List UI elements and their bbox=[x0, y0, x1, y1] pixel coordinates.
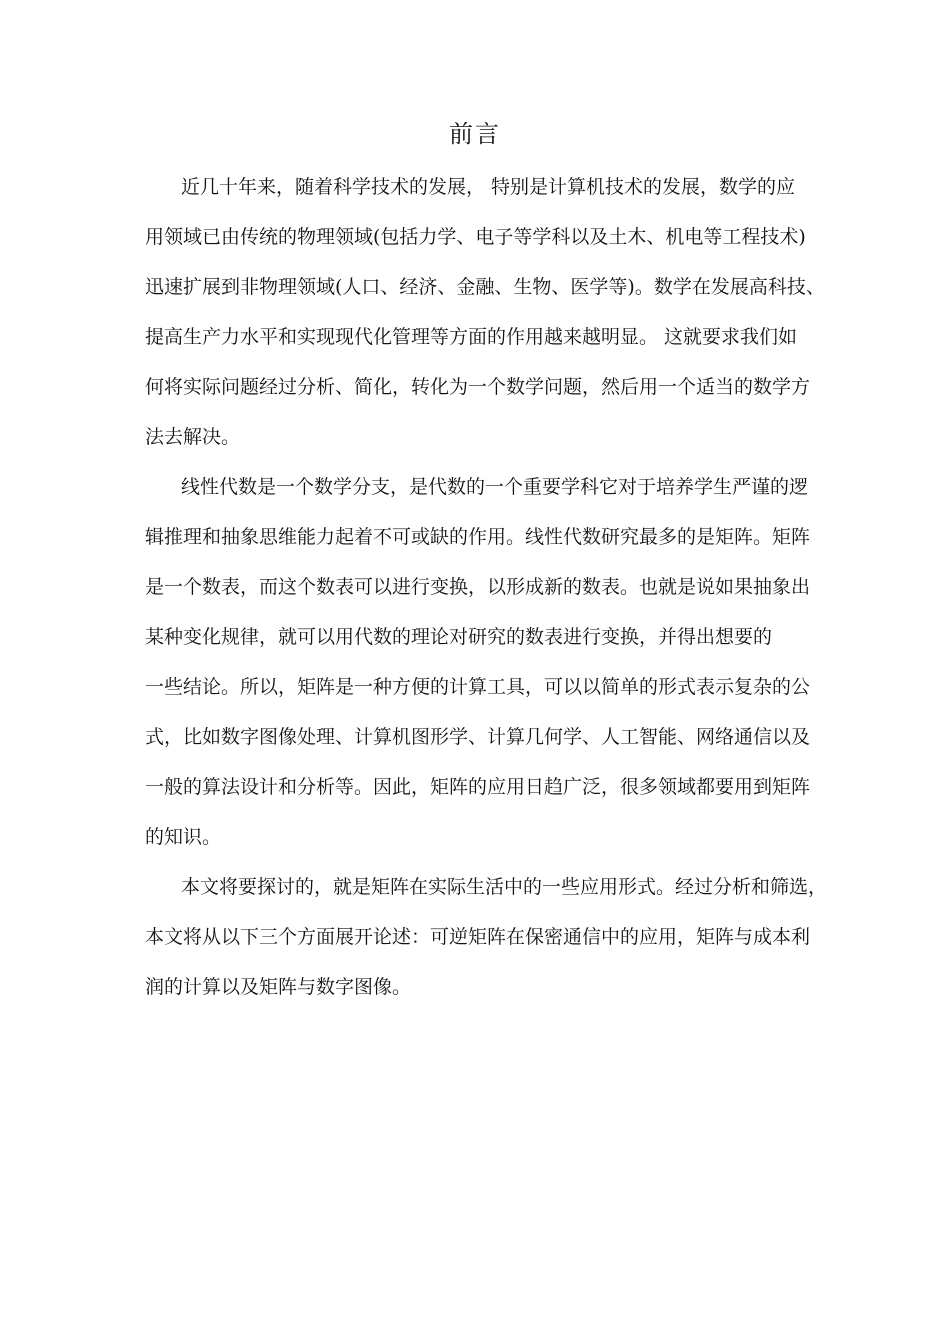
paragraph-line: 近几十年来，随着科学技术的发展， 特别是计算机技术的发展，数学的应 bbox=[181, 176, 796, 198]
paragraph-line: 是一个数表，而这个数表可以进行变换，以形成新的数表。也就是说如果抽象出 bbox=[145, 576, 811, 598]
page-title: 前言 bbox=[449, 120, 501, 148]
paragraph-line: 线性代数是一个数学分支，是代数的一个重要学科它对于培养学生严谨的逻 bbox=[181, 476, 809, 498]
paragraph-line: 本文将从以下三个方面展开论述：可逆矩阵在保密通信中的应用，矩阵与成本利 bbox=[145, 926, 811, 948]
paragraph-line: 法去解决。 bbox=[145, 426, 241, 448]
paragraph-line: 用领域已由传统的物理领域(包括力学、电子等学科以及土木、机电等工程技术) bbox=[145, 226, 806, 248]
paragraph-line: 式，比如数字图像处理、计算机图形学、计算几何学、人工智能、网络通信以及 bbox=[145, 726, 811, 748]
paragraph-line: 一些结论。所以，矩阵是一种方便的计算工具，可以以简单的形式表示复杂的公 bbox=[145, 676, 811, 698]
paragraph-line: 迅速扩展到非物理领域(人口、经济、金融、生物、医学等)。数学在发展高科技、 bbox=[145, 276, 825, 298]
paragraph-line: 何将实际问题经过分析、简化，转化为一个数学问题，然后用一个适当的数学方 bbox=[145, 376, 811, 398]
paragraph-line: 的知识。 bbox=[145, 826, 222, 848]
paragraph-line: 辑推理和抽象思维能力起着不可或缺的作用。线性代数研究最多的是矩阵。矩阵 bbox=[145, 526, 811, 548]
paragraph-line: 润的计算以及矩阵与数字图像。 bbox=[145, 976, 412, 998]
paragraph-line: 一般的算法设计和分析等。因此，矩阵的应用日趋广泛，很多领域都要用到矩阵 bbox=[145, 776, 811, 798]
paragraph-line: 某种变化规律，就可以用代数的理论对研究的数表进行变换，并得出想要的 bbox=[145, 626, 773, 648]
paragraph-line: 本文将要探讨的，就是矩阵在实际生活中的一些应用形式。经过分析和筛选， bbox=[181, 876, 828, 898]
paragraph-line: 提高生产力水平和实现现代化管理等方面的作用越来越明显。 这就要求我们如 bbox=[145, 326, 798, 348]
